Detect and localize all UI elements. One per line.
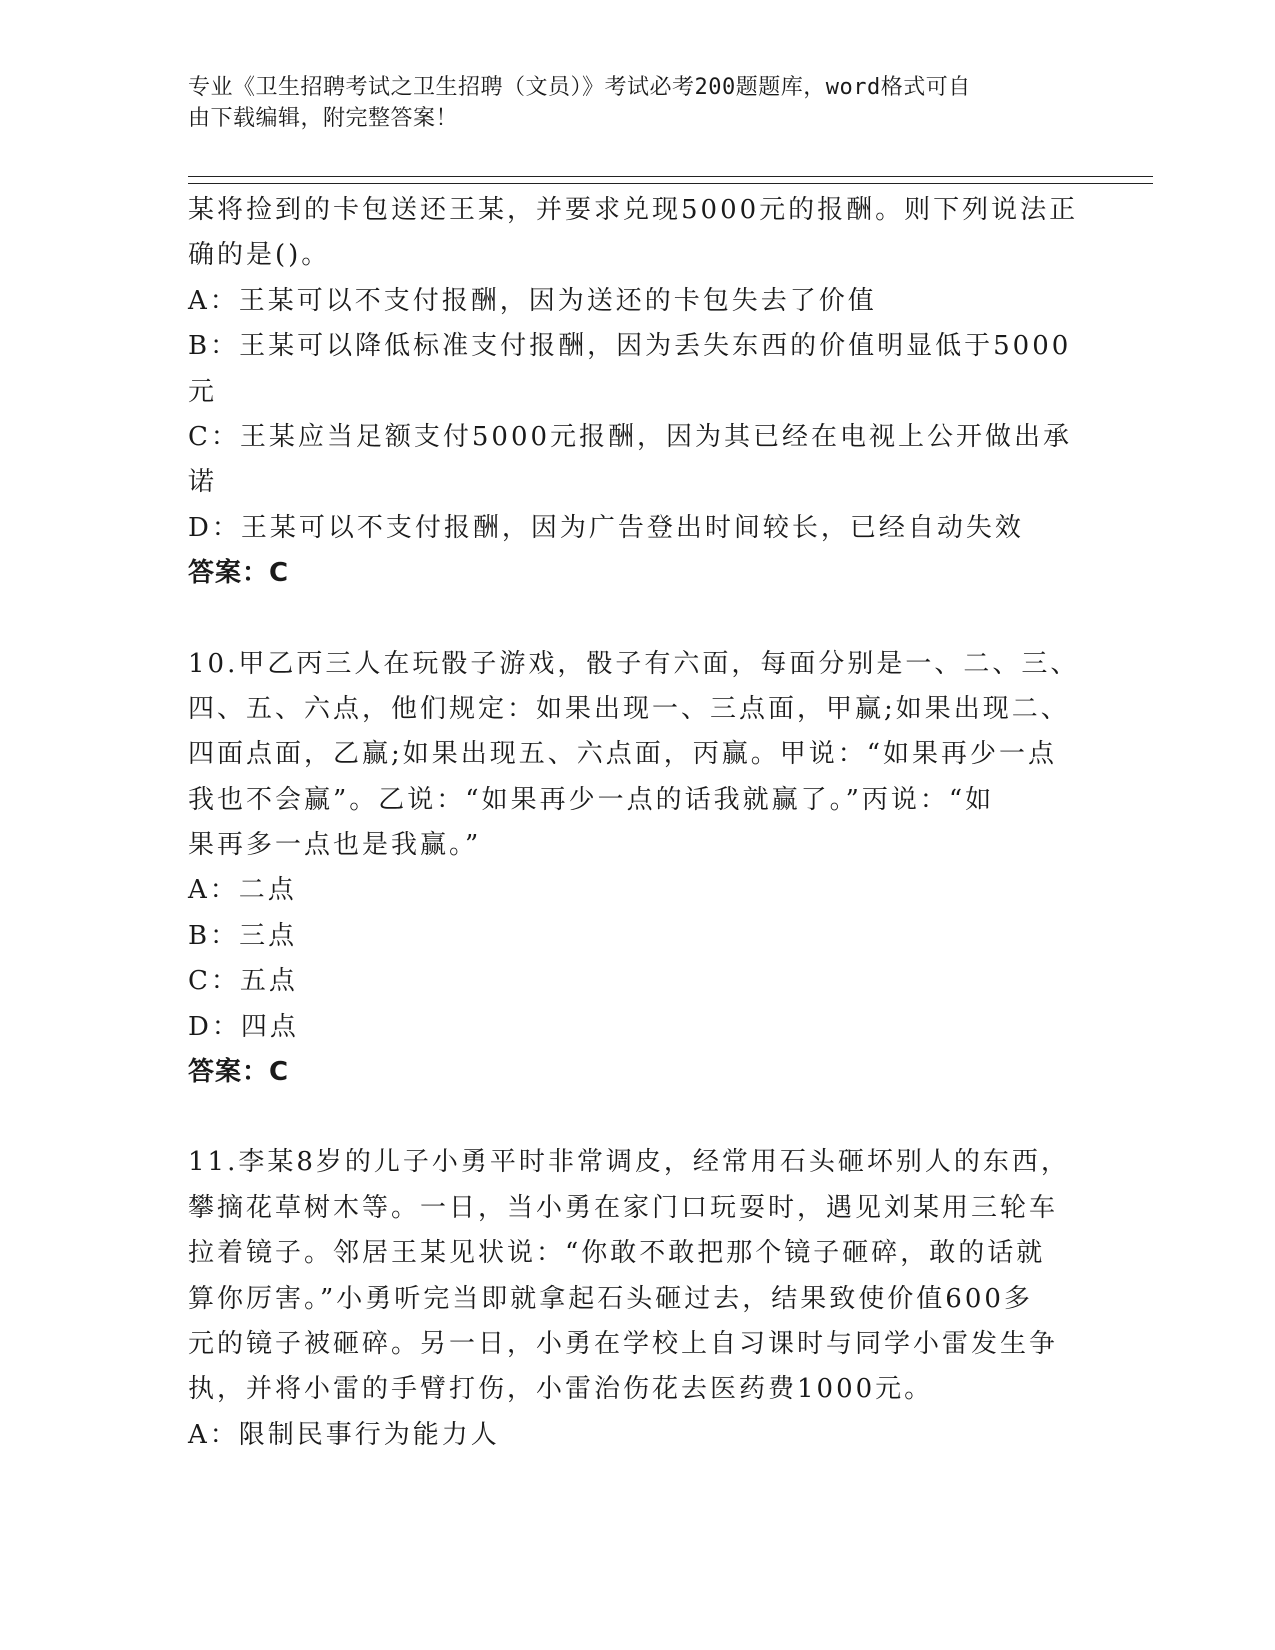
header-title-line-1: 专业《卫生招聘考试之卫生招聘（文员）》考试必考200题题库，word格式可自 [188,75,971,100]
question-11 [188,1140,1078,1458]
option-a: A：限制民事行为能力人 [188,1419,500,1450]
question-spacer [188,597,1078,642]
question-text-line: 我也不会赢”。乙说：“如果再少一点的话我就赢了。”丙说：“如 [188,784,995,815]
question-text-line: 某将捡到的卡包送还王某，并要求兑现5000元的报酬。则下列说法正 [188,195,1079,225]
option-c-continued: 诺 [188,467,218,498]
question-content [188,188,1078,1458]
header-divider-top [188,176,1153,177]
question-text-line: 攀摘花草树木等。一日，当小勇在家门口玩耍时，遇见刘某用三轮车 [188,1192,1059,1223]
question-text-line: 确的是()。 [188,240,331,271]
question-text-line: 拉着镜子。邻居王某见状说：“你敢不敢把那个镜子砸碎，敢的话就 [188,1238,1046,1269]
question-text-line: 元的镜子被砸碎。另一日，小勇在学校上自习课时与同学小雷发生争 [188,1328,1059,1359]
question-text-line: 四面点面，乙赢;如果出现五、六点面，丙赢。甲说：“如果再少一点 [188,739,1058,770]
option-a: A：二点 [188,875,297,906]
option-d: D：四点 [188,1011,299,1042]
option-c: C：五点 [188,966,298,997]
answer-line: 答案：C [188,1057,290,1088]
question-9 [188,188,1078,597]
question-text-line: 执，并将小雷的手臂打伤，小雷治伤花去医药费1000元。 [188,1374,934,1405]
document-header [188,72,1068,134]
question-spacer [188,1095,1078,1140]
question-text-line: 四、五、六点，他们规定：如果出现一、三点面，甲赢;如果出现二、 [188,693,1070,724]
answer-line: 答案：C [188,558,290,589]
option-b: B：王某可以降低标准支付报酬，因为丢失东西的价值明显低于5000 [188,331,1072,362]
question-10 [188,642,1078,1096]
question-text-line: 算你厉害。”小勇听完当即就拿起石头砸过去，结果致使价值600多 [188,1283,1033,1314]
header-divider-bottom [188,183,1153,184]
header-title-line-2: 由下载编辑，附完整答案！ [188,106,459,131]
option-d: D：王某可以不支付报酬，因为广告登出时间较长，已经自动失效 [188,512,1024,543]
option-a: A：王某可以不支付报酬，因为送还的卡包失去了价值 [188,285,877,316]
option-b-continued: 元 [188,376,218,407]
option-c: C：王某应当足额支付5000元报酬，因为其已经在电视上公开做出承 [188,421,1073,452]
option-b: B：三点 [188,920,298,951]
question-text-line: 果再多一点也是我赢。” [188,830,482,861]
question-text-line: 11.李某8岁的儿子小勇平时非常调皮，经常用石头砸坏别人的东西， [188,1147,1070,1178]
question-text-line: 10.甲乙丙三人在玩骰子游戏，骰子有六面，每面分别是一、二、三、 [188,648,1080,679]
